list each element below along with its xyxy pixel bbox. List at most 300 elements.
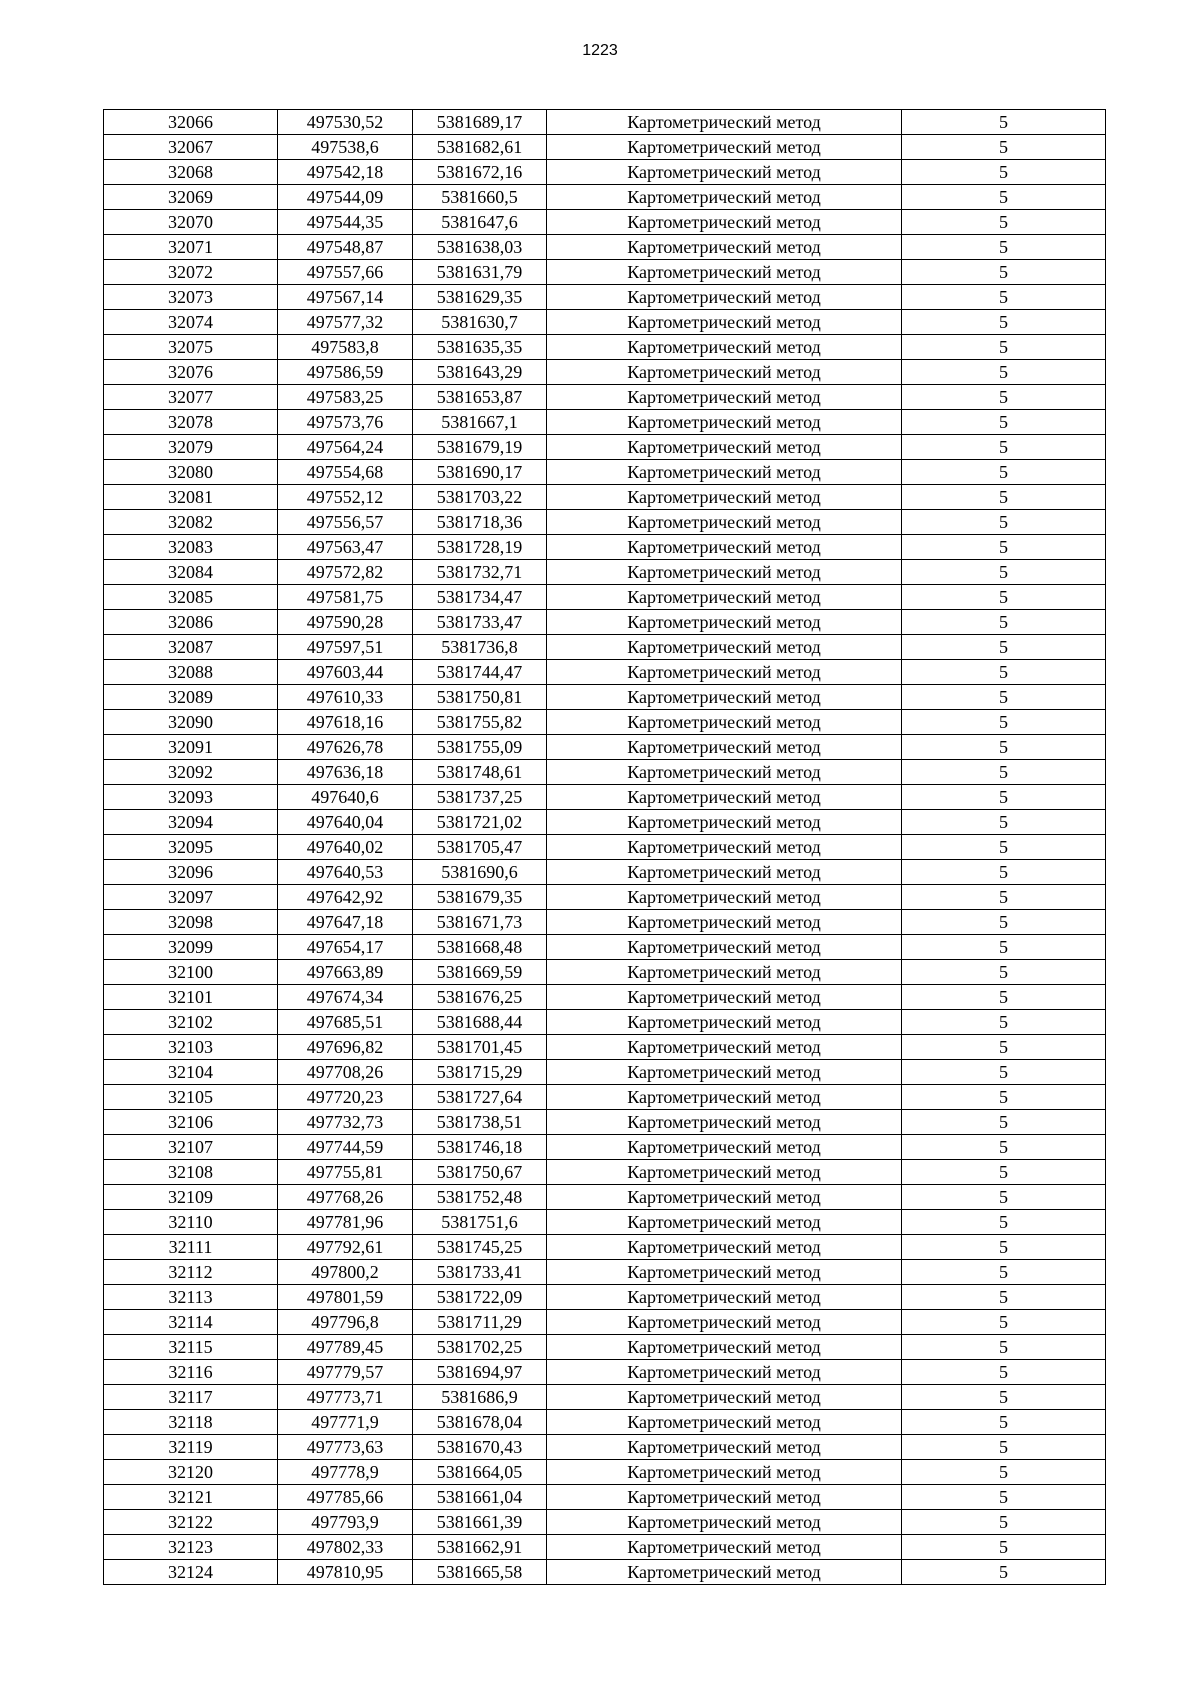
point-number-cell: 32069	[104, 185, 278, 210]
x-coordinate-cell: 497572,82	[278, 560, 413, 585]
accuracy-cell: 5	[902, 910, 1106, 935]
x-coordinate-cell: 497567,14	[278, 285, 413, 310]
table-row	[104, 885, 1106, 910]
table-row	[104, 1185, 1106, 1210]
table-row	[104, 810, 1106, 835]
method-cell: Картометрический метод	[547, 1510, 902, 1535]
point-number-cell: 32089	[104, 685, 278, 710]
point-number-cell: 32072	[104, 260, 278, 285]
x-coordinate-cell: 497573,76	[278, 410, 413, 435]
table-row	[104, 485, 1106, 510]
x-coordinate-cell: 497789,45	[278, 1335, 413, 1360]
point-number-cell: 32109	[104, 1185, 278, 1210]
method-cell: Картометрический метод	[547, 1260, 902, 1285]
method-cell: Картометрический метод	[547, 685, 902, 710]
y-coordinate-cell: 5381736,8	[413, 635, 547, 660]
point-number-cell: 32106	[104, 1110, 278, 1135]
y-coordinate-cell: 5381667,1	[413, 410, 547, 435]
x-coordinate-cell: 497696,82	[278, 1035, 413, 1060]
accuracy-cell: 5	[902, 360, 1106, 385]
y-coordinate-cell: 5381722,09	[413, 1285, 547, 1310]
point-number-cell: 32068	[104, 160, 278, 185]
y-coordinate-cell: 5381635,35	[413, 335, 547, 360]
method-cell: Картометрический метод	[547, 985, 902, 1010]
table-row	[104, 135, 1106, 160]
y-coordinate-cell: 5381727,64	[413, 1085, 547, 1110]
y-coordinate-cell: 5381745,25	[413, 1235, 547, 1260]
y-coordinate-cell: 5381752,48	[413, 1185, 547, 1210]
x-coordinate-cell: 497597,51	[278, 635, 413, 660]
x-coordinate-cell: 497663,89	[278, 960, 413, 985]
x-coordinate-cell: 497563,47	[278, 535, 413, 560]
accuracy-cell: 5	[902, 135, 1106, 160]
table-row	[104, 1560, 1106, 1585]
method-cell: Картометрический метод	[547, 1210, 902, 1235]
table-row	[104, 110, 1106, 135]
accuracy-cell: 5	[902, 260, 1106, 285]
method-cell: Картометрический метод	[547, 135, 902, 160]
method-cell: Картометрический метод	[547, 910, 902, 935]
table-row	[104, 1085, 1106, 1110]
y-coordinate-cell: 5381703,22	[413, 485, 547, 510]
x-coordinate-cell: 497577,32	[278, 310, 413, 335]
table-row	[104, 610, 1106, 635]
x-coordinate-cell: 497640,6	[278, 785, 413, 810]
y-coordinate-cell: 5381701,45	[413, 1035, 547, 1060]
point-number-cell: 32081	[104, 485, 278, 510]
method-cell: Картометрический метод	[547, 435, 902, 460]
y-coordinate-cell: 5381711,29	[413, 1310, 547, 1335]
table-row	[104, 1485, 1106, 1510]
point-number-cell: 32070	[104, 210, 278, 235]
point-number-cell: 32123	[104, 1535, 278, 1560]
method-cell: Картометрический метод	[547, 310, 902, 335]
accuracy-cell: 5	[902, 735, 1106, 760]
x-coordinate-cell: 497544,35	[278, 210, 413, 235]
method-cell: Картометрический метод	[547, 635, 902, 660]
point-number-cell: 32116	[104, 1360, 278, 1385]
method-cell: Картометрический метод	[547, 1360, 902, 1385]
x-coordinate-cell: 497796,8	[278, 1310, 413, 1335]
accuracy-cell: 5	[902, 160, 1106, 185]
method-cell: Картометрический метод	[547, 510, 902, 535]
point-number-cell: 32067	[104, 135, 278, 160]
accuracy-cell: 5	[902, 1535, 1106, 1560]
y-coordinate-cell: 5381690,17	[413, 460, 547, 485]
point-number-cell: 32071	[104, 235, 278, 260]
method-cell: Картометрический метод	[547, 110, 902, 135]
method-cell: Картометрический метод	[547, 560, 902, 585]
x-coordinate-cell: 497564,24	[278, 435, 413, 460]
x-coordinate-cell: 497773,63	[278, 1435, 413, 1460]
accuracy-cell: 5	[902, 510, 1106, 535]
method-cell: Картометрический метод	[547, 1235, 902, 1260]
accuracy-cell: 5	[902, 810, 1106, 835]
y-coordinate-cell: 5381660,5	[413, 185, 547, 210]
x-coordinate-cell: 497554,68	[278, 460, 413, 485]
table-row	[104, 1360, 1106, 1385]
accuracy-cell: 5	[902, 210, 1106, 235]
table-row	[104, 1210, 1106, 1235]
accuracy-cell: 5	[902, 1385, 1106, 1410]
y-coordinate-cell: 5381733,41	[413, 1260, 547, 1285]
y-coordinate-cell: 5381629,35	[413, 285, 547, 310]
x-coordinate-cell: 497618,16	[278, 710, 413, 735]
x-coordinate-cell: 497610,33	[278, 685, 413, 710]
point-number-cell: 32083	[104, 535, 278, 560]
accuracy-cell: 5	[902, 410, 1106, 435]
accuracy-cell: 5	[902, 1260, 1106, 1285]
method-cell: Картометрический метод	[547, 360, 902, 385]
coordinates-table	[103, 109, 1106, 1585]
table-row	[104, 785, 1106, 810]
method-cell: Картометрический метод	[547, 1435, 902, 1460]
accuracy-cell: 5	[902, 585, 1106, 610]
x-coordinate-cell: 497800,2	[278, 1260, 413, 1285]
point-number-cell: 32114	[104, 1310, 278, 1335]
table-row	[104, 1035, 1106, 1060]
table-row	[104, 660, 1106, 685]
x-coordinate-cell: 497674,34	[278, 985, 413, 1010]
method-cell: Картометрический метод	[547, 1460, 902, 1485]
x-coordinate-cell: 497778,9	[278, 1460, 413, 1485]
y-coordinate-cell: 5381631,79	[413, 260, 547, 285]
table-row	[104, 1285, 1106, 1310]
table-row	[104, 385, 1106, 410]
y-coordinate-cell: 5381688,44	[413, 1010, 547, 1035]
point-number-cell: 32104	[104, 1060, 278, 1085]
y-coordinate-cell: 5381755,09	[413, 735, 547, 760]
table-row	[104, 535, 1106, 560]
point-number-cell: 32119	[104, 1435, 278, 1460]
point-number-cell: 32103	[104, 1035, 278, 1060]
table-row	[104, 910, 1106, 935]
table-row	[104, 710, 1106, 735]
method-cell: Картометрический метод	[547, 835, 902, 860]
accuracy-cell: 5	[902, 985, 1106, 1010]
table-row	[104, 1435, 1106, 1460]
table-row	[104, 560, 1106, 585]
y-coordinate-cell: 5381671,73	[413, 910, 547, 935]
method-cell: Картометрический метод	[547, 410, 902, 435]
accuracy-cell: 5	[902, 535, 1106, 560]
method-cell: Картометрический метод	[547, 235, 902, 260]
y-coordinate-cell: 5381689,17	[413, 110, 547, 135]
point-number-cell: 32105	[104, 1085, 278, 1110]
method-cell: Картометрический метод	[547, 1485, 902, 1510]
y-coordinate-cell: 5381670,43	[413, 1435, 547, 1460]
method-cell: Картометрический метод	[547, 1160, 902, 1185]
point-number-cell: 32096	[104, 860, 278, 885]
accuracy-cell: 5	[902, 960, 1106, 985]
accuracy-cell: 5	[902, 710, 1106, 735]
x-coordinate-cell: 497581,75	[278, 585, 413, 610]
point-number-cell: 32113	[104, 1285, 278, 1310]
table-row	[104, 210, 1106, 235]
accuracy-cell: 5	[902, 335, 1106, 360]
x-coordinate-cell: 497793,9	[278, 1510, 413, 1535]
y-coordinate-cell: 5381665,58	[413, 1560, 547, 1585]
accuracy-cell: 5	[902, 660, 1106, 685]
x-coordinate-cell: 497744,59	[278, 1135, 413, 1160]
x-coordinate-cell: 497732,73	[278, 1110, 413, 1135]
accuracy-cell: 5	[902, 110, 1106, 135]
accuracy-cell: 5	[902, 635, 1106, 660]
point-number-cell: 32092	[104, 760, 278, 785]
y-coordinate-cell: 5381676,25	[413, 985, 547, 1010]
point-number-cell: 32111	[104, 1235, 278, 1260]
method-cell: Картометрический метод	[547, 285, 902, 310]
point-number-cell: 32080	[104, 460, 278, 485]
coordinates-table-body	[104, 110, 1106, 1585]
y-coordinate-cell: 5381679,35	[413, 885, 547, 910]
point-number-cell: 32079	[104, 435, 278, 460]
table-row	[104, 1385, 1106, 1410]
y-coordinate-cell: 5381661,39	[413, 1510, 547, 1535]
accuracy-cell: 5	[902, 560, 1106, 585]
page-number: 1223	[582, 42, 618, 59]
accuracy-cell: 5	[902, 310, 1106, 335]
table-row	[104, 1235, 1106, 1260]
y-coordinate-cell: 5381718,36	[413, 510, 547, 535]
x-coordinate-cell: 497552,12	[278, 485, 413, 510]
point-number-cell: 32088	[104, 660, 278, 685]
method-cell: Картометрический метод	[547, 385, 902, 410]
y-coordinate-cell: 5381647,6	[413, 210, 547, 235]
point-number-cell: 32084	[104, 560, 278, 585]
accuracy-cell: 5	[902, 1410, 1106, 1435]
table-row	[104, 635, 1106, 660]
accuracy-cell: 5	[902, 285, 1106, 310]
method-cell: Картометрический метод	[547, 1060, 902, 1085]
method-cell: Картометрический метод	[547, 1285, 902, 1310]
table-row	[104, 410, 1106, 435]
x-coordinate-cell: 497781,96	[278, 1210, 413, 1235]
method-cell: Картометрический метод	[547, 185, 902, 210]
table-row	[104, 1460, 1106, 1485]
table-row	[104, 1535, 1106, 1560]
method-cell: Картометрический метод	[547, 1010, 902, 1035]
point-number-cell: 32101	[104, 985, 278, 1010]
method-cell: Картометрический метод	[547, 1535, 902, 1560]
table-row	[104, 1060, 1106, 1085]
x-coordinate-cell: 497768,26	[278, 1185, 413, 1210]
y-coordinate-cell: 5381733,47	[413, 610, 547, 635]
point-number-cell: 32098	[104, 910, 278, 935]
x-coordinate-cell: 497685,51	[278, 1010, 413, 1035]
y-coordinate-cell: 5381705,47	[413, 835, 547, 860]
x-coordinate-cell: 497708,26	[278, 1060, 413, 1085]
method-cell: Картометрический метод	[547, 760, 902, 785]
x-coordinate-cell: 497640,02	[278, 835, 413, 860]
x-coordinate-cell: 497544,09	[278, 185, 413, 210]
method-cell: Картометрический метод	[547, 1085, 902, 1110]
table-row	[104, 435, 1106, 460]
y-coordinate-cell: 5381744,47	[413, 660, 547, 685]
y-coordinate-cell: 5381679,19	[413, 435, 547, 460]
accuracy-cell: 5	[902, 1185, 1106, 1210]
point-number-cell: 32102	[104, 1010, 278, 1035]
method-cell: Картометрический метод	[547, 935, 902, 960]
accuracy-cell: 5	[902, 1310, 1106, 1335]
y-coordinate-cell: 5381721,02	[413, 810, 547, 835]
y-coordinate-cell: 5381662,91	[413, 1535, 547, 1560]
x-coordinate-cell: 497810,95	[278, 1560, 413, 1585]
x-coordinate-cell: 497626,78	[278, 735, 413, 760]
point-number-cell: 32076	[104, 360, 278, 385]
accuracy-cell: 5	[902, 1560, 1106, 1585]
x-coordinate-cell: 497583,8	[278, 335, 413, 360]
accuracy-cell: 5	[902, 1510, 1106, 1535]
point-number-cell: 32086	[104, 610, 278, 635]
point-number-cell: 32094	[104, 810, 278, 835]
x-coordinate-cell: 497640,04	[278, 810, 413, 835]
x-coordinate-cell: 497542,18	[278, 160, 413, 185]
method-cell: Картометрический метод	[547, 1185, 902, 1210]
y-coordinate-cell: 5381686,9	[413, 1385, 547, 1410]
table-row	[104, 1410, 1106, 1435]
accuracy-cell: 5	[902, 1110, 1106, 1135]
point-number-cell: 32122	[104, 1510, 278, 1535]
method-cell: Картометрический метод	[547, 1335, 902, 1360]
point-number-cell: 32091	[104, 735, 278, 760]
accuracy-cell: 5	[902, 1210, 1106, 1235]
table-row	[104, 1260, 1106, 1285]
point-number-cell: 32082	[104, 510, 278, 535]
method-cell: Картометрический метод	[547, 810, 902, 835]
x-coordinate-cell: 497779,57	[278, 1360, 413, 1385]
accuracy-cell: 5	[902, 1235, 1106, 1260]
point-number-cell: 32085	[104, 585, 278, 610]
y-coordinate-cell: 5381668,48	[413, 935, 547, 960]
y-coordinate-cell: 5381746,18	[413, 1135, 547, 1160]
y-coordinate-cell: 5381664,05	[413, 1460, 547, 1485]
x-coordinate-cell: 497586,59	[278, 360, 413, 385]
accuracy-cell: 5	[902, 485, 1106, 510]
accuracy-cell: 5	[902, 785, 1106, 810]
y-coordinate-cell: 5381715,29	[413, 1060, 547, 1085]
method-cell: Картометрический метод	[547, 610, 902, 635]
y-coordinate-cell: 5381748,61	[413, 760, 547, 785]
y-coordinate-cell: 5381755,82	[413, 710, 547, 735]
table-row	[104, 760, 1106, 785]
table-row	[104, 985, 1106, 1010]
method-cell: Картометрический метод	[547, 260, 902, 285]
x-coordinate-cell: 497548,87	[278, 235, 413, 260]
accuracy-cell: 5	[902, 1285, 1106, 1310]
method-cell: Картометрический метод	[547, 1410, 902, 1435]
x-coordinate-cell: 497538,6	[278, 135, 413, 160]
y-coordinate-cell: 5381751,6	[413, 1210, 547, 1235]
x-coordinate-cell: 497720,23	[278, 1085, 413, 1110]
point-number-cell: 32099	[104, 935, 278, 960]
point-number-cell: 32078	[104, 410, 278, 435]
method-cell: Картометрический метод	[547, 1560, 902, 1585]
y-coordinate-cell: 5381690,6	[413, 860, 547, 885]
table-row	[104, 160, 1106, 185]
point-number-cell: 32121	[104, 1485, 278, 1510]
point-number-cell: 32120	[104, 1460, 278, 1485]
point-number-cell: 32097	[104, 885, 278, 910]
table-row	[104, 335, 1106, 360]
point-number-cell: 32108	[104, 1160, 278, 1185]
method-cell: Картометрический метод	[547, 785, 902, 810]
table-row	[104, 1135, 1106, 1160]
x-coordinate-cell: 497636,18	[278, 760, 413, 785]
point-number-cell: 32090	[104, 710, 278, 735]
point-number-cell: 32073	[104, 285, 278, 310]
accuracy-cell: 5	[902, 185, 1106, 210]
accuracy-cell: 5	[902, 1135, 1106, 1160]
method-cell: Картометрический метод	[547, 1310, 902, 1335]
x-coordinate-cell: 497792,61	[278, 1235, 413, 1260]
y-coordinate-cell: 5381653,87	[413, 385, 547, 410]
table-row	[104, 285, 1106, 310]
table-row	[104, 460, 1106, 485]
point-number-cell: 32095	[104, 835, 278, 860]
accuracy-cell: 5	[902, 1335, 1106, 1360]
x-coordinate-cell: 497603,44	[278, 660, 413, 685]
method-cell: Картометрический метод	[547, 585, 902, 610]
point-number-cell: 32107	[104, 1135, 278, 1160]
method-cell: Картометрический метод	[547, 960, 902, 985]
method-cell: Картометрический метод	[547, 1385, 902, 1410]
point-number-cell: 32117	[104, 1385, 278, 1410]
x-coordinate-cell: 497771,9	[278, 1410, 413, 1435]
accuracy-cell: 5	[902, 460, 1106, 485]
y-coordinate-cell: 5381728,19	[413, 535, 547, 560]
y-coordinate-cell: 5381682,61	[413, 135, 547, 160]
table-row	[104, 1010, 1106, 1035]
accuracy-cell: 5	[902, 685, 1106, 710]
y-coordinate-cell: 5381737,25	[413, 785, 547, 810]
x-coordinate-cell: 497556,57	[278, 510, 413, 535]
accuracy-cell: 5	[902, 1435, 1106, 1460]
table-row	[104, 510, 1106, 535]
method-cell: Картометрический метод	[547, 735, 902, 760]
method-cell: Картометрический метод	[547, 1035, 902, 1060]
x-coordinate-cell: 497642,92	[278, 885, 413, 910]
table-row	[104, 310, 1106, 335]
y-coordinate-cell: 5381734,47	[413, 585, 547, 610]
y-coordinate-cell: 5381738,51	[413, 1110, 547, 1135]
table-row	[104, 1160, 1106, 1185]
table-row	[104, 235, 1106, 260]
point-number-cell: 32093	[104, 785, 278, 810]
accuracy-cell: 5	[902, 1010, 1106, 1035]
x-coordinate-cell: 497530,52	[278, 110, 413, 135]
method-cell: Картометрический метод	[547, 210, 902, 235]
point-number-cell: 32115	[104, 1335, 278, 1360]
y-coordinate-cell: 5381678,04	[413, 1410, 547, 1435]
table-row	[104, 835, 1106, 860]
table-row	[104, 685, 1106, 710]
accuracy-cell: 5	[902, 1460, 1106, 1485]
accuracy-cell: 5	[902, 1485, 1106, 1510]
table-row	[104, 585, 1106, 610]
y-coordinate-cell: 5381750,81	[413, 685, 547, 710]
y-coordinate-cell: 5381702,25	[413, 1335, 547, 1360]
x-coordinate-cell: 497773,71	[278, 1385, 413, 1410]
method-cell: Картометрический метод	[547, 535, 902, 560]
accuracy-cell: 5	[902, 760, 1106, 785]
method-cell: Картометрический метод	[547, 660, 902, 685]
method-cell: Картометрический метод	[547, 710, 902, 735]
table-row	[104, 1510, 1106, 1535]
y-coordinate-cell: 5381732,71	[413, 560, 547, 585]
x-coordinate-cell: 497583,25	[278, 385, 413, 410]
x-coordinate-cell: 497755,81	[278, 1160, 413, 1185]
